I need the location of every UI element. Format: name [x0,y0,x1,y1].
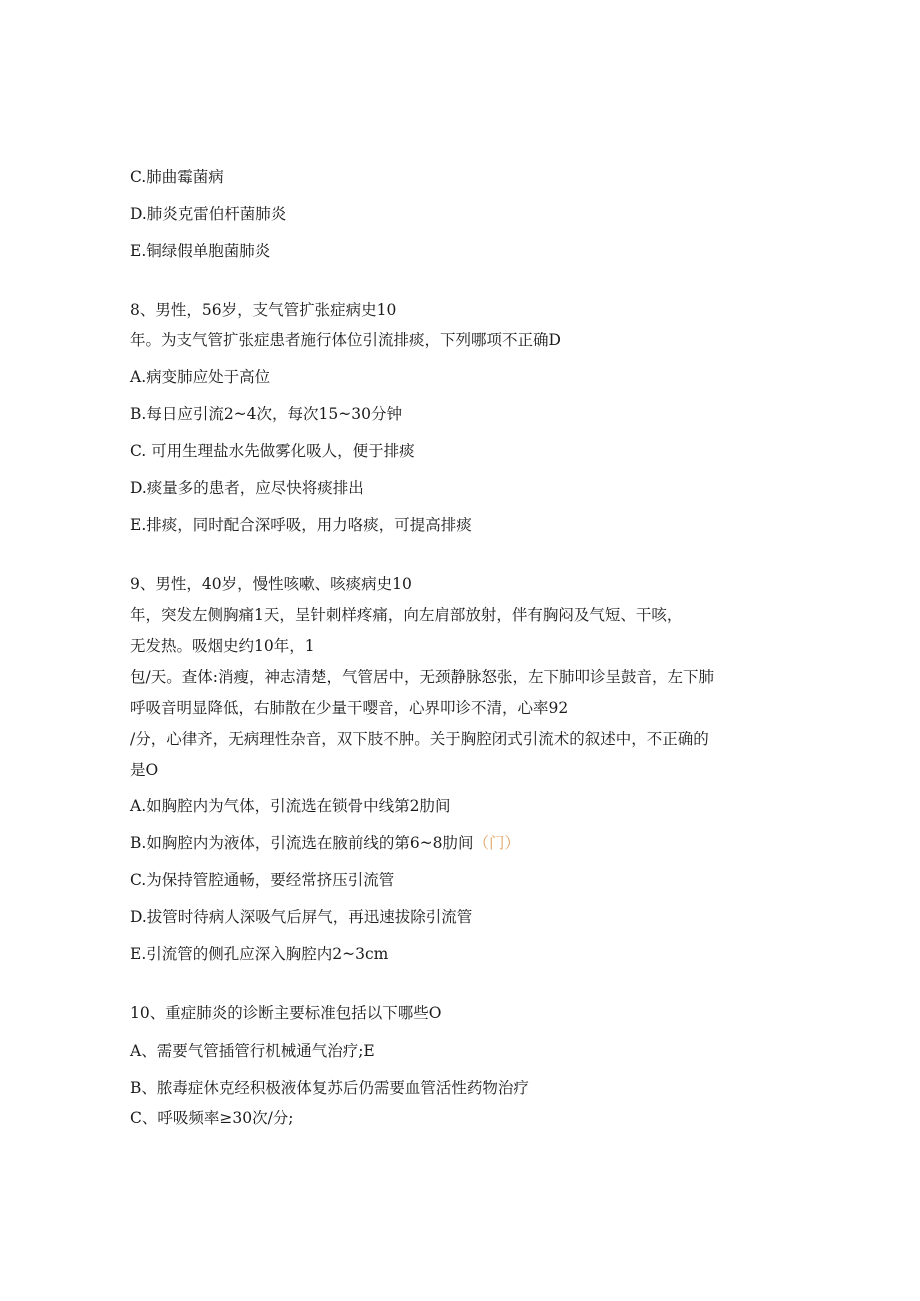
question-9-option-c: C.为保持管腔通畅，要经常挤压引流管 [130,871,395,889]
question-9-option-e: E.引流管的侧孔应深入胸腔内2~3cm [130,945,389,963]
question-8-stem-continued: 年。为支气管扩张症患者施行体位引流排痰，下列哪项不正确D [130,331,561,349]
question-9-stem-line: /分，心律齐，无病理性杂音，双下肢不肿。关于胸腔闭式引流术的叙述中，不正确的 [130,730,709,748]
option-d: D.肺炎克雷伯杆菌肺炎 [130,205,287,223]
question-10-option-b: B、脓毒症休克经积极液体复苏后仍需要血管活性药物治疗 [130,1079,529,1097]
question-8-option-e: E.排痰，同时配合深呼吸，用力咯痰，可提高排痰 [130,516,472,534]
question-9-option-b [130,833,520,853]
option-e: E.铜绿假单胞菌肺炎 [130,242,271,260]
question-9-stem-line: 呼吸音明显降低，右肺散在少量干嘤音，心界叩诊不清，心率92 [130,699,569,717]
option-c: C.肺曲霉菌病 [130,168,224,186]
question-8-option-b: B.每日应引流2~4次，每次15~30分钟 [130,405,402,423]
question-9-stem: 9、男性，40岁，慢性咳嗽、咳痰病史10 [130,575,412,593]
question-9-stem-line: 无发热。吸烟史约10年，1 [130,637,315,655]
question-9-stem-line: 是O [130,761,159,779]
answer-mark: （门） [473,834,521,852]
question-9-option-b-text: B.如胸腔内为液体，引流选在腋前线的第6~8肋间 [130,834,474,852]
question-8-option-a: A.病变肺应处于高位 [130,368,271,386]
question-9-option-a: A.如胸腔内为气体，引流选在锁骨中线第2肋间 [130,797,451,815]
question-9-option-d: D.拔管时待病人深吸气后屏气，再迅速拔除引流管 [130,908,473,926]
question-10-option-c: C、呼吸频率≥30次/分; [130,1109,294,1127]
question-9-stem-line: 年，突发左侧胸痛1天，呈针刺样疼痛，向左肩部放射，伴有胸闷及气短、干咳， [130,606,683,624]
question-8-stem: 8、男性，56岁，支气管扩张症病史10 [130,301,397,319]
question-10-stem: 10、重症肺炎的诊断主要标准包括以下哪些O [130,1004,442,1022]
question-8-option-d: D.痰量多的患者，应尽快将痰排出 [130,479,364,497]
question-9-stem-line: 包/天。查体:消瘦，神志清楚，气管居中，无颈静脉怒张，左下肺叩诊呈鼓音，左下肺 [130,668,714,686]
question-8-option-c: C. 可用生理盐水先做雾化吸人，便于排痰 [130,442,415,460]
question-10-option-a: A、需要气管插管行机械通气治疗;E [130,1042,375,1060]
